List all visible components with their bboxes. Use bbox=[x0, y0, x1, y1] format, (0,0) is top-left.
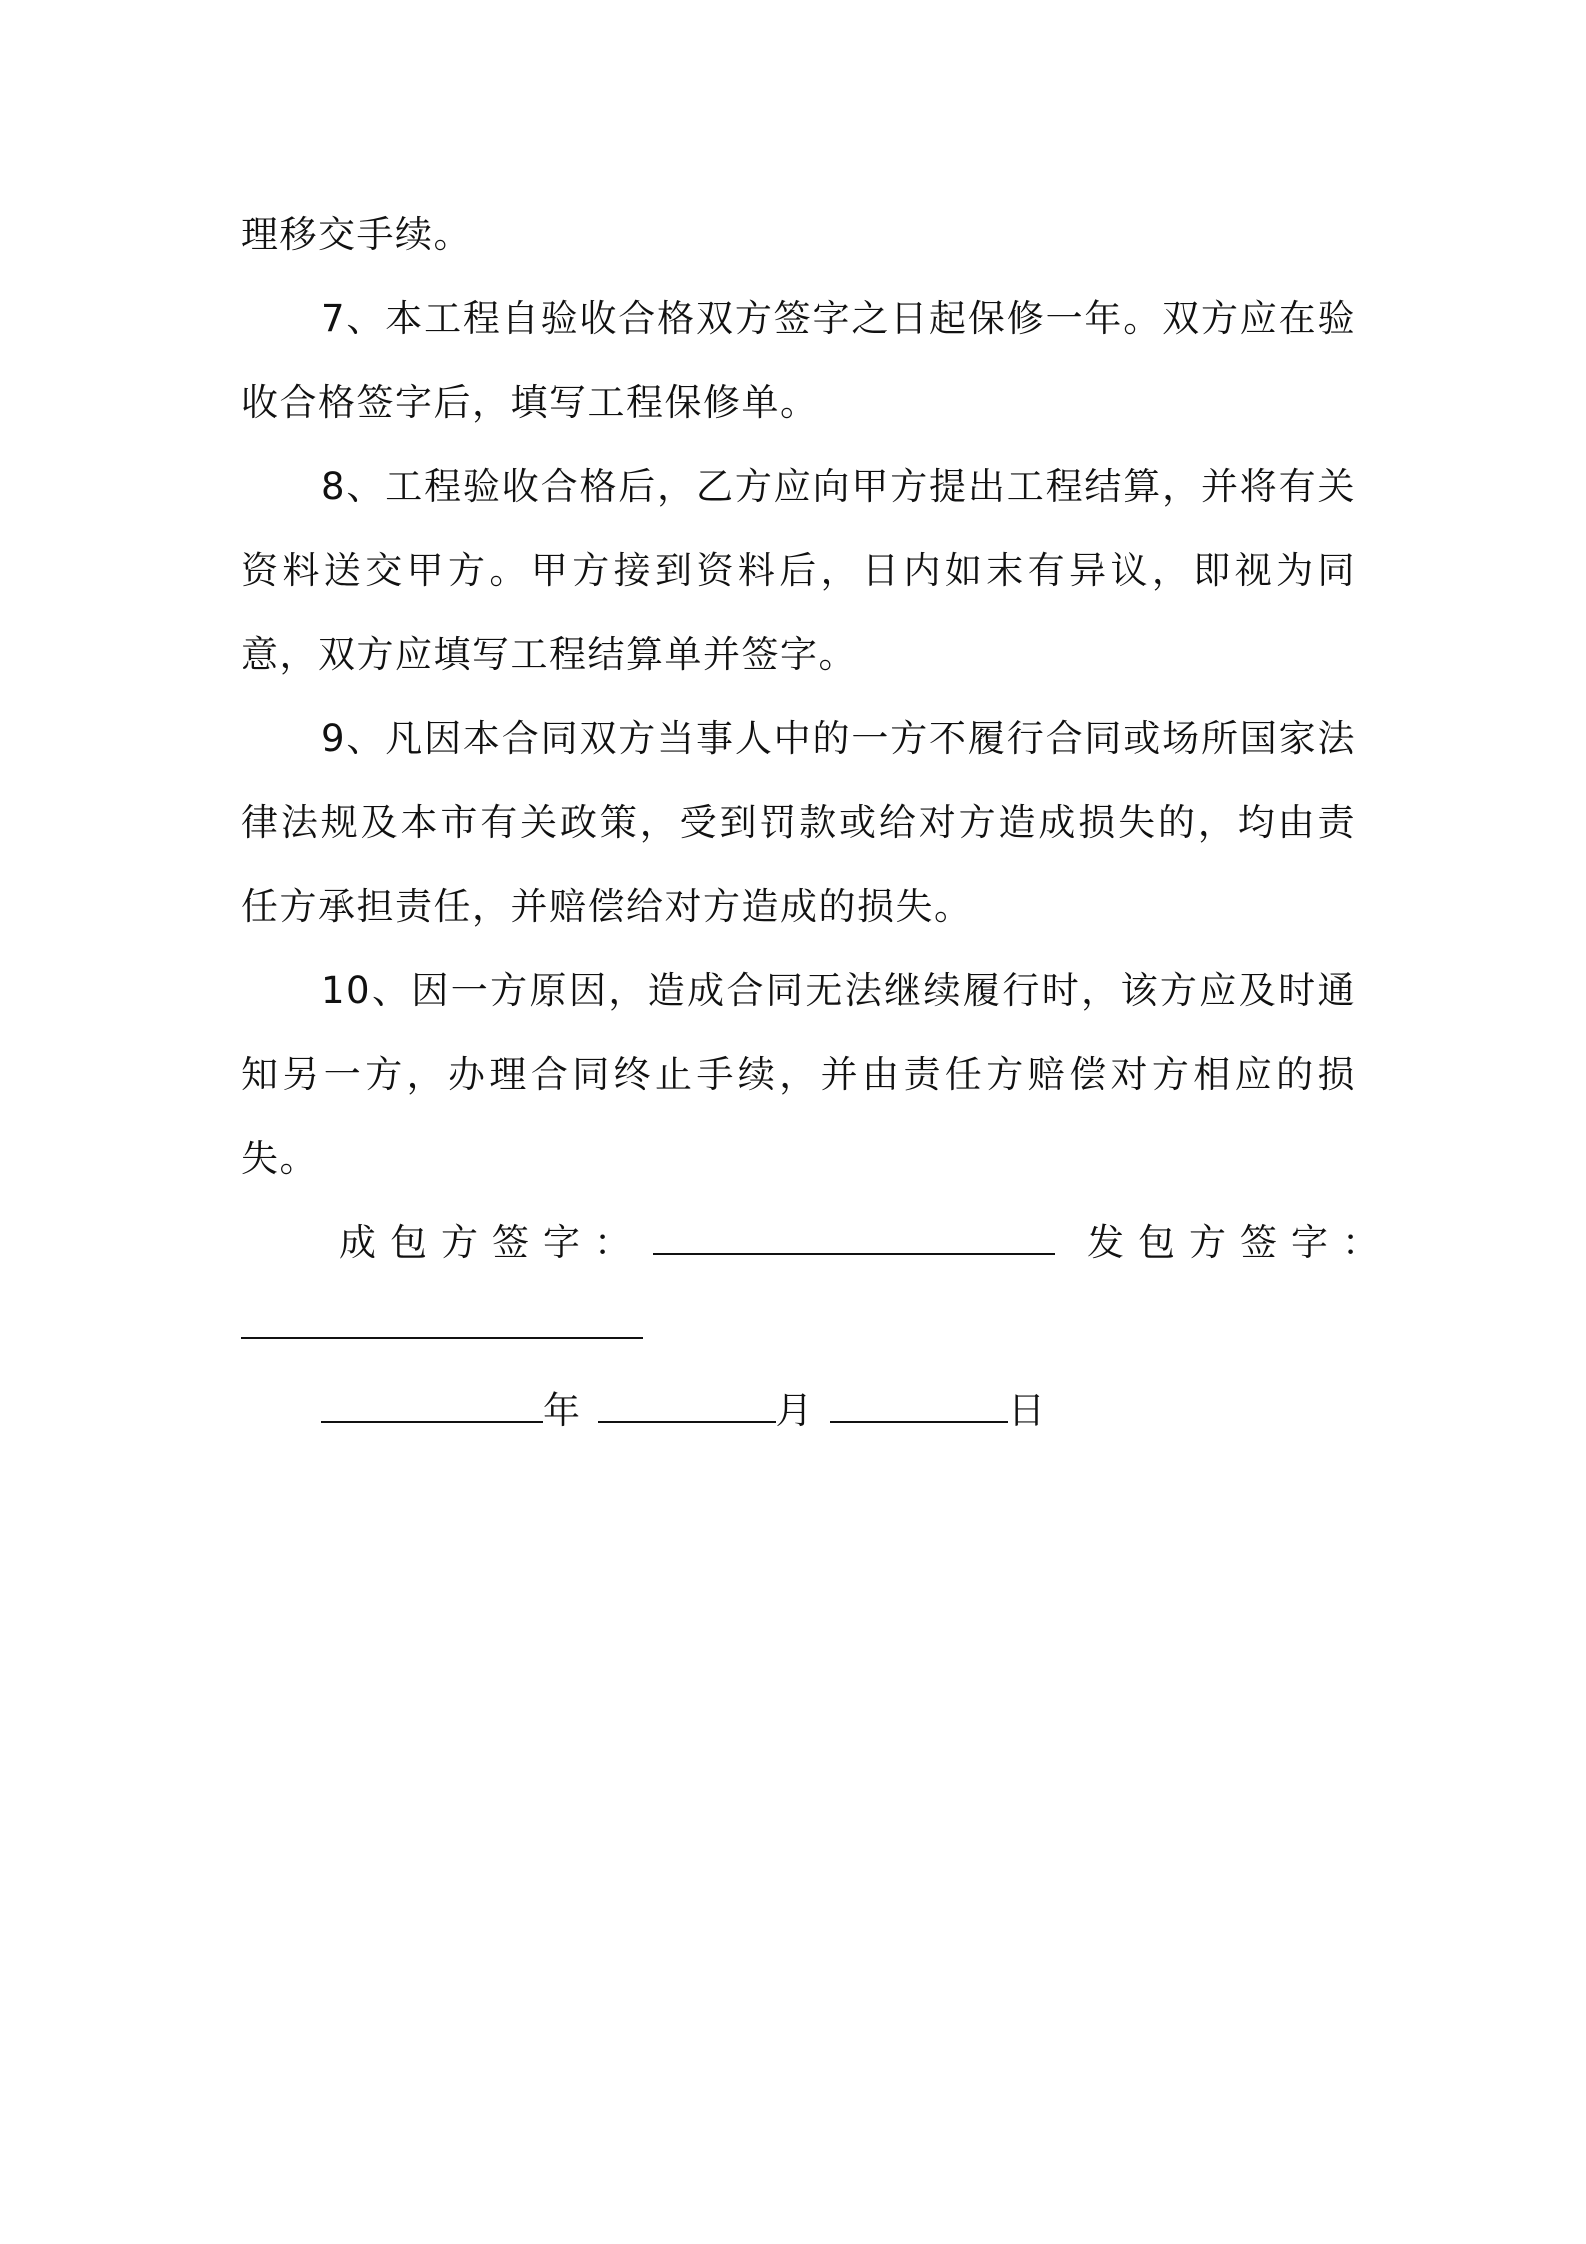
clause-9: 9、凡因本合同双方当事人中的一方不履行合同或场所国家法律法规及本市有关政策，受到罚款或给对方造成损失的，均由责任方承担责任，并赔偿给对方造成的损失。 bbox=[241, 717, 1356, 928]
clause-7: 7、本工程自验收合格双方签字之日起保修一年。双方应在验收合格签字后，填写工程保修单。 bbox=[241, 297, 1356, 424]
employer-signature-field[interactable] bbox=[241, 1305, 643, 1339]
signature-line bbox=[241, 1201, 1393, 1285]
contractor-signature-field[interactable] bbox=[653, 1221, 1055, 1255]
day-field[interactable] bbox=[830, 1389, 1008, 1423]
contract-body bbox=[241, 193, 1393, 1453]
contractor-signature-label: 成包方签字： bbox=[339, 1221, 645, 1264]
month-label: 月 bbox=[775, 1389, 814, 1432]
month-field[interactable] bbox=[598, 1389, 776, 1423]
day-label: 日 bbox=[1008, 1389, 1047, 1432]
year-field[interactable] bbox=[321, 1389, 543, 1423]
employer-signature-row bbox=[241, 1285, 1356, 1369]
paragraph-continuation: 理移交手续。 bbox=[241, 213, 472, 256]
year-label: 年 bbox=[543, 1389, 582, 1432]
date-line bbox=[241, 1369, 1356, 1453]
clause-8: 8、工程验收合格后，乙方应向甲方提出工程结算，并将有关资料送交甲方。甲方接到资料后，日内如末有异议，即视为同意，双方应填写工程结算单并签字。 bbox=[241, 465, 1356, 676]
clause-10: 10、因一方原因，造成合同无法继续履行时，该方应及时通知另一方，办理合同终止手续，并由责任方赔偿对方相应的损失。 bbox=[241, 969, 1356, 1180]
employer-signature-label: 发包方签字： bbox=[1087, 1221, 1393, 1264]
